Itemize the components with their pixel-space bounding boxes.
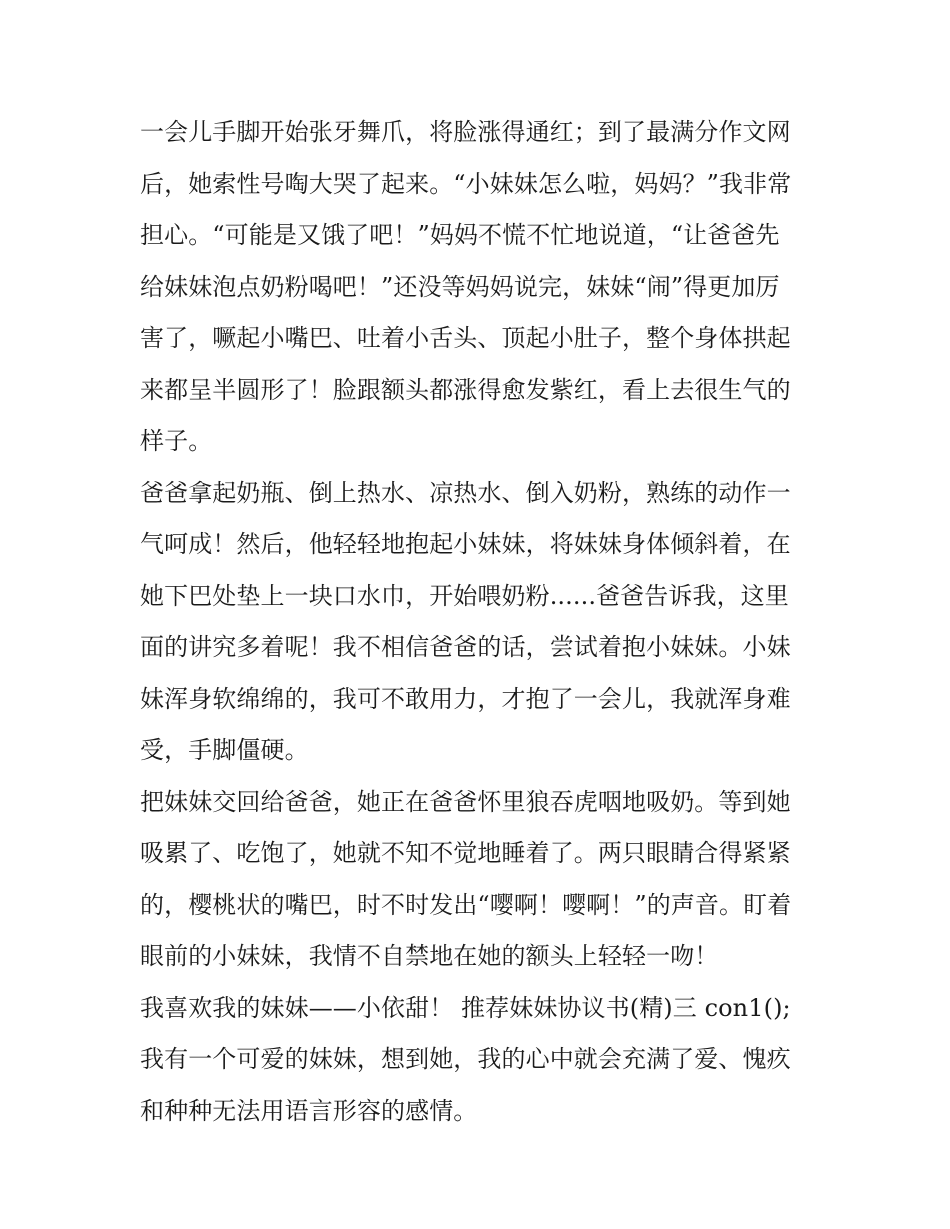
text-line: 吸累了、吃饱了，她就不知不觉地睡着了。两只眼睛合得紧紧 [140, 839, 791, 867]
text-line: 来都呈半圆形了！脸跟额头都涨得愈发紫红，看上去很生气的 [140, 375, 791, 404]
text-line: 妹浑身软绵绵的，我可不敢用力，才抱了一会儿，我就浑身难 [140, 684, 791, 713]
text-line: 后，她索性号啕大哭了起来。“小妹妹怎么啦，妈妈？”我非常 [140, 169, 792, 198]
text-line: 我喜欢我的妹妹——小依甜！ 推荐妹妹协议书(精)三 con1(); [140, 993, 791, 1022]
text-line: 她下巴处垫上一块口水巾，开始喂奶粉......爸爸告诉我，这里 [140, 581, 789, 610]
text-line: 眼前的小妹妹，我情不自禁地在她的额头上轻轻一吻！ [140, 942, 719, 970]
text-line: 害了，噘起小嘴巴、吐着小舌头、顶起小肚子，整个身体拱起 [140, 324, 791, 352]
document-body [140, 107, 820, 1137]
text-line: 的，樱桃状的嘴巴，时不时发出“嘤啊！嘤啊！”的声音。盯着 [140, 890, 792, 919]
text-line: 一会儿手脚开始张牙舞爪，将脸涨得通红；到了最满分作文网 [140, 118, 791, 146]
text-line: 气呵成！然后，他轻轻地抱起小妹妹，将妹妹身体倾斜着，在 [140, 530, 791, 558]
text-line: 受，手脚僵硬。 [140, 736, 309, 764]
text-line: 爸爸拿起奶瓶、倒上热水、凉热水、倒入奶粉，熟练的动作一 [140, 478, 791, 507]
text-line: 给妹妹泡点奶粉喝吧！”还没等妈妈说完，妹妹“闹”得更加厉 [140, 272, 780, 301]
text-line: 面的讲究多着呢！我不相信爸爸的话，尝试着抱小妹妹。小妹 [140, 633, 791, 661]
text-line: 我有一个可爱的妹妹，想到她，我的心中就会充满了爱、愧疚 [140, 1045, 791, 1073]
text-line: 担心。“可能是又饿了吧！”妈妈不慌不忙地说道，“让爸爸先 [140, 221, 780, 249]
text-line: 和种种无法用语言形容的感情。 [140, 1096, 478, 1125]
text-line: 样子。 [140, 427, 213, 455]
text-line: 把妹妹交回给爸爸，她正在爸爸怀里狼吞虎咽地吸奶。等到她 [140, 787, 791, 816]
